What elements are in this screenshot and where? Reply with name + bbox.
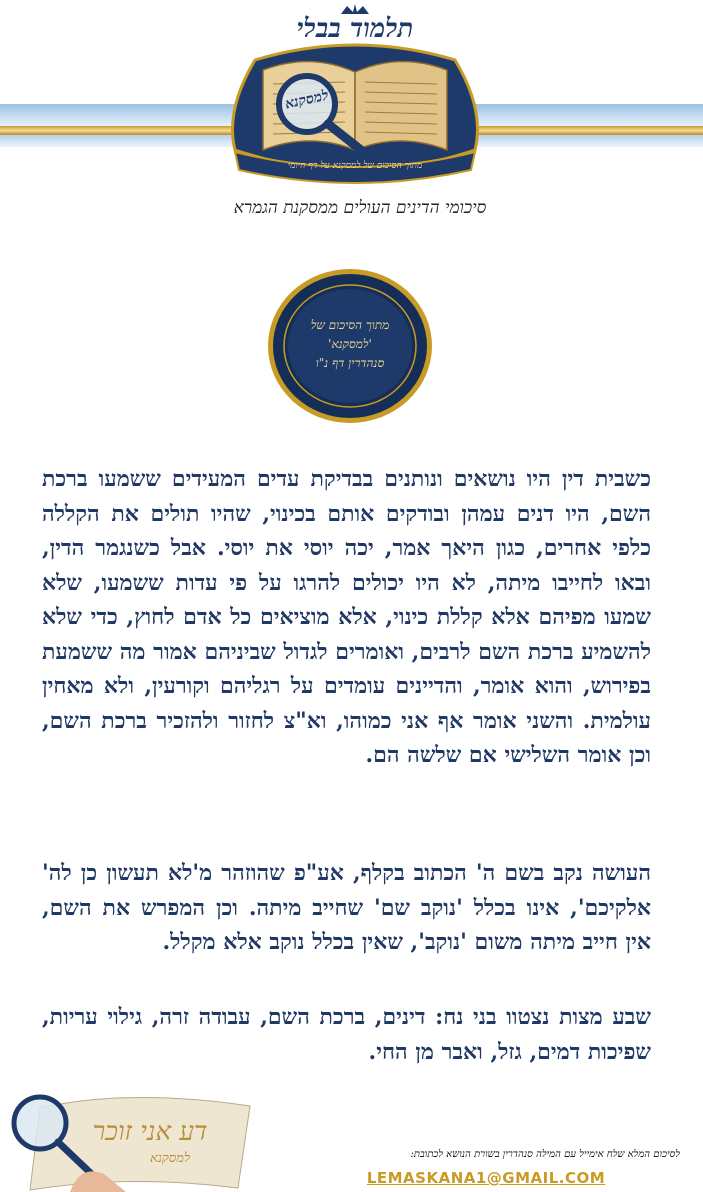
svg-text:דע אני זוכר: דע אני זוכר [92,1117,208,1147]
page-subtitle: סיכומי הדינים העולים ממסקנת הגמרא [233,198,487,218]
logo-title: תלמוד בבלי [296,14,414,44]
paragraph-3: שבע מצות נצטוו בני נח: דינים, ברכת השם, עבודה זרה, גילוי עריות, שפיכות דמים, גזל, ואבר מן החי. [42,1004,651,1065]
medallion-line-3: סנהדרין דף נ"ו [315,356,385,370]
logo-magnifier-word: למסקנא [283,87,331,113]
contact-email-link[interactable]: LEMASKANA1@GMAIL.COM [366,1169,606,1187]
medallion-line-2: 'למסקנא' [328,337,372,351]
footer-note: לסיכום המלא שלח אימייל עם המילה סנהדרין בשורת הנושא לכתובת: [410,1149,680,1160]
signature-image [0,1078,260,1192]
svg-text:למסקנא: למסקנא [149,1151,191,1166]
logo-banner-text: מתוך הסיכום של למסקנא על דף היומי [287,161,423,171]
paragraph-1: כשבית דין היו נושאים ונותנים בבדיקת עדים המעידים ששמעו ברכת השם, היו דנים עמהן ובודקים אותם בכינוי, שהיו תולים את הקללה כלפי אחרים, כגון היאך אמר, יכה יוסי את יוסי. אבל כשנגמר הדין, ובאו לחייבו מיתה, לא היו יכולים להרגו על פי עדות ששמעו, שלא שמעו מפיהם אלא קללת כינוי, אלא מוציאים כל אדם לחוץ, כדי שלא להשמיע ברכת השם לרבים, ואומרים לגדול שביניהם אמור מה ששמעת בפירוש, והוא אומר, והדיינים עומדים על רגליהם וקורעין, ולא מאחין עולמית. והשני אומר אף אני כמוהו, וא"צ לחזור ולהזכיר ברכת השם, וכן אומר השלישי אם שלשה הם. [42,466,652,768]
paragraph-2: העושה נקב בשם ה' הכתוב בקלף, אע"פ שהוזהר מ'לא תעשון כן לה' אלקיכם', אינו בכלל 'נוקב שם' שחייב מיתה. וכן המפרש את השם, אין חייב מיתה משום 'נוקב', שאין בכלל נוקב אלא מקלל. [42,860,651,955]
medallion-line-1: מתוך הסיכום של [310,318,390,332]
medallion-text [292,316,408,373]
